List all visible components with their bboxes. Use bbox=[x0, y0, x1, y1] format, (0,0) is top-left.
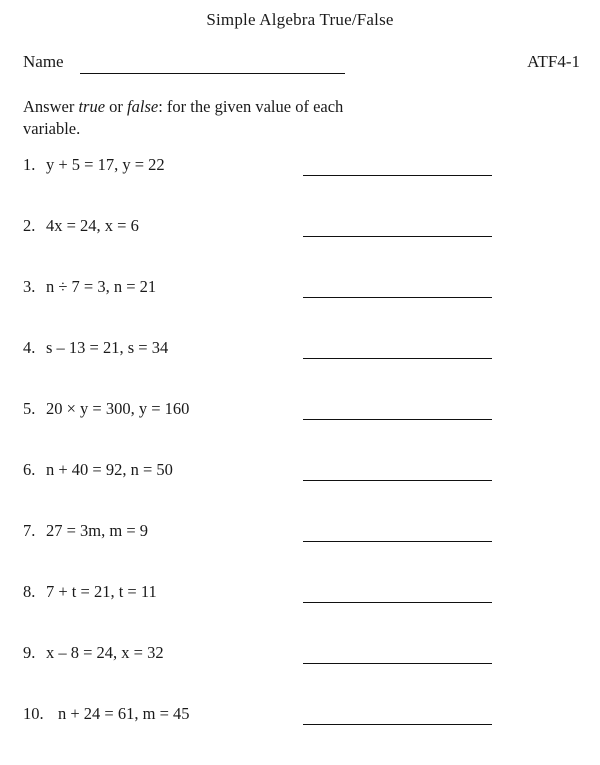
problem-row bbox=[0, 338, 600, 399]
problem-number: 8. bbox=[23, 582, 36, 601]
problem-row bbox=[0, 460, 600, 521]
answer-write-in-line[interactable] bbox=[303, 602, 492, 603]
problem-number: 10. bbox=[23, 704, 44, 723]
problem-number: 6. bbox=[23, 460, 36, 479]
problem-number: 5. bbox=[23, 399, 36, 418]
instructions-text bbox=[23, 96, 353, 140]
instructions-part-2: or bbox=[105, 97, 128, 116]
problem-list bbox=[0, 155, 600, 765]
problem-number: 1. bbox=[23, 155, 36, 174]
name-row bbox=[23, 52, 580, 76]
problem-equation: n + 40 = 92, n = 50 bbox=[46, 460, 173, 479]
answer-write-in-line[interactable] bbox=[303, 541, 492, 542]
problem-row bbox=[0, 643, 600, 704]
instructions-part-1: Answer bbox=[23, 97, 79, 116]
problem-equation: y + 5 = 17, y = 22 bbox=[46, 155, 165, 174]
problem-equation: n ÷ 7 = 3, n = 21 bbox=[46, 277, 157, 296]
problem-row bbox=[0, 216, 600, 277]
answer-write-in-line[interactable] bbox=[303, 358, 492, 359]
problem-equation: x – 8 = 24, x = 32 bbox=[46, 643, 164, 662]
instructions-part-3: : for the given value of each variable. bbox=[23, 97, 344, 138]
answer-write-in-line[interactable] bbox=[303, 663, 492, 664]
problem-number: 9. bbox=[23, 643, 36, 662]
instructions-emphasis-false: false bbox=[127, 97, 159, 116]
instructions-emphasis-true: true bbox=[78, 97, 106, 116]
problem-row bbox=[0, 399, 600, 460]
problem-row bbox=[0, 704, 600, 765]
problem-equation: 27 = 3m, m = 9 bbox=[46, 521, 149, 540]
answer-write-in-line[interactable] bbox=[303, 419, 492, 420]
answer-write-in-line[interactable] bbox=[303, 297, 492, 298]
problem-number: 2. bbox=[23, 216, 36, 235]
answer-write-in-line[interactable] bbox=[303, 236, 492, 237]
name-write-in-line[interactable] bbox=[80, 73, 345, 74]
problem-equation: 20 × y = 300, y = 160 bbox=[46, 399, 190, 418]
problem-row bbox=[0, 155, 600, 216]
problem-equation: n + 24 = 61, m = 45 bbox=[58, 704, 190, 723]
answer-write-in-line[interactable] bbox=[303, 175, 492, 176]
problem-equation: 7 + t = 21, t = 11 bbox=[46, 582, 157, 601]
name-label: Name bbox=[23, 52, 64, 71]
problem-equation: 4x = 24, x = 6 bbox=[46, 216, 139, 235]
page-title: Simple Algebra True/False bbox=[206, 10, 394, 29]
problem-equation: s – 13 = 21, s = 34 bbox=[46, 338, 169, 357]
problem-number: 4. bbox=[23, 338, 36, 357]
answer-write-in-line[interactable] bbox=[303, 724, 492, 725]
worksheet-code: ATF4-1 bbox=[527, 52, 580, 71]
problem-number: 3. bbox=[23, 277, 36, 296]
answer-write-in-line[interactable] bbox=[303, 480, 492, 481]
problem-number: 7. bbox=[23, 521, 36, 540]
problem-row bbox=[0, 277, 600, 338]
problem-row bbox=[0, 582, 600, 643]
problem-row bbox=[0, 521, 600, 582]
